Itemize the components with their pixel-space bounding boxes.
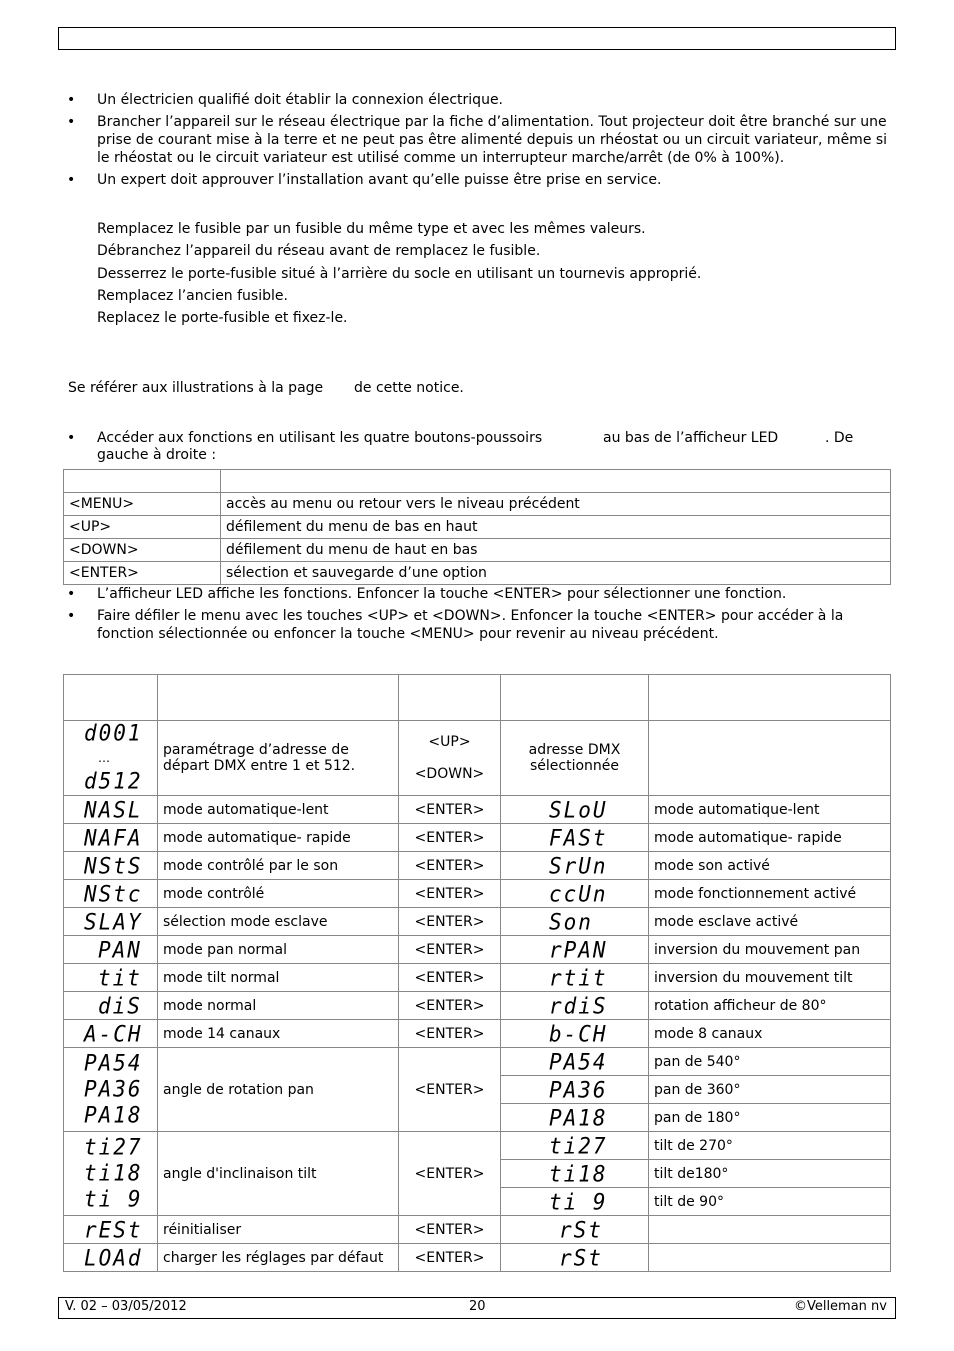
table-cell: <UP> [64, 516, 221, 539]
table-cell: mode automatique- rapide [158, 824, 399, 852]
table-cell [501, 1104, 649, 1132]
table-cell [64, 1244, 158, 1272]
table-cell [64, 796, 158, 824]
fuse-step: Débranchez l’appareil du réseau avant de remplacez le fusible. [97, 243, 541, 259]
table-cell: <ENTER> [64, 562, 221, 585]
table-cell: mode fonctionnement activé [649, 880, 891, 908]
led-display: PA54 [84, 1049, 143, 1076]
led-display: FASt [549, 824, 608, 851]
table-cell: <ENTER> [399, 992, 501, 1020]
table-row [64, 936, 891, 964]
table-cell [221, 470, 891, 493]
led-display: rESt [84, 1216, 143, 1243]
led-display: d512 [84, 768, 143, 794]
led-display: SLAY [84, 908, 143, 935]
table-cell: mode tilt normal [158, 964, 399, 992]
table-cell: mode contrôlé [158, 880, 399, 908]
table-cell: adresse DMX sélectionnée [501, 721, 649, 796]
access-text-4: gauche à droite : [97, 447, 217, 463]
table-row [64, 562, 891, 585]
table-cell: sélection mode esclave [158, 908, 399, 936]
table-cell [501, 1244, 649, 1272]
table-cell: mode 14 canaux [158, 1020, 399, 1048]
led-display: rSt [559, 1216, 603, 1243]
table-cell: charger les réglages par défaut [158, 1244, 399, 1272]
table-cell: pan de 540° [649, 1048, 891, 1076]
list-item: • Brancher l’appareil sur le réseau électrique par la fiche d’alimentation. Tout projecteur doit être branché sur une prise de courant mise à la terre et ne peut pas être alimenté depuis un rhéostat ou un circuit variateur, même si le rhéostat ou le circuit variateur est utilisé comme un interrupteur marche/arrêt (de 0% à 100%). [67, 114, 888, 166]
led-display: b-CH [549, 1020, 608, 1047]
table-cell [501, 908, 649, 936]
table-cell: <ENTER> [399, 796, 501, 824]
table-cell [64, 1216, 158, 1244]
table-cell [501, 964, 649, 992]
led-display: NAFA [84, 824, 143, 851]
fuse-step: Remplacez l’ancien fusible. [97, 288, 288, 304]
table-cell [501, 852, 649, 880]
table-cell: <ENTER> [399, 1244, 501, 1272]
table-cell [501, 1216, 649, 1244]
table-cell [64, 852, 158, 880]
led-display: ti18 [84, 1159, 143, 1186]
fuse-step: Desserrez le porte-fusible situé à l’arrière du socle en utilisant un tournevis approprié. [97, 266, 702, 282]
table-cell: <ENTER> [399, 1048, 501, 1132]
table-cell: tilt de 270° [649, 1132, 891, 1160]
table-cell: mode pan normal [158, 936, 399, 964]
table-cell: <ENTER> [399, 964, 501, 992]
table-cell: pan de 360° [649, 1076, 891, 1104]
list-item: • L’afficheur LED affiche les fonctions. Enfoncer la touche <ENTER> pour sélectionner une fonction. [67, 586, 787, 602]
led-display: tit [98, 964, 142, 991]
table-cell [64, 992, 158, 1020]
led-display: rPAN [549, 936, 608, 963]
table-cell [64, 908, 158, 936]
fuse-step: Replacez le porte-fusible et fixez-le. [97, 310, 348, 326]
table-cell: <ENTER> [399, 1020, 501, 1048]
table-cell: mode contrôlé par le son [158, 852, 399, 880]
table-cell [158, 675, 399, 721]
table-cell [64, 936, 158, 964]
table-cell: réinitialiser [158, 1216, 399, 1244]
table-cell [501, 1188, 649, 1216]
led-display: ti 9 [84, 1185, 143, 1212]
led-display: ccUn [549, 880, 608, 907]
table-cell: <ENTER> [399, 880, 501, 908]
led-display: PA18 [549, 1104, 608, 1131]
table-header-row [64, 675, 891, 721]
led-display: NStc [84, 880, 143, 907]
table-cell: tilt de 90° [649, 1188, 891, 1216]
table-cell [64, 880, 158, 908]
table-cell: accès au menu ou retour vers le niveau précédent [221, 493, 891, 516]
table-cell [649, 675, 891, 721]
table-cell [501, 1048, 649, 1076]
table-cell [649, 1216, 891, 1244]
table-cell [501, 880, 649, 908]
page-header-box [58, 27, 896, 50]
table-cell: paramétrage d’adresse de départ DMX entre 1 et 512. [158, 721, 399, 796]
table-cell [649, 1244, 891, 1272]
led-display: NStS [84, 852, 143, 879]
table-cell: <ENTER> [399, 936, 501, 964]
table-cell: défilement du menu de bas en haut [221, 516, 891, 539]
buttons-table [63, 469, 891, 585]
table-row [64, 1244, 891, 1272]
table-cell [64, 824, 158, 852]
table-cell: <ENTER> [399, 1132, 501, 1216]
table-cell: <ENTER> [399, 1216, 501, 1244]
table-cell: <ENTER> [399, 852, 501, 880]
table-row [64, 493, 891, 516]
table-row [64, 824, 891, 852]
table-cell [501, 992, 649, 1020]
table-row [64, 721, 891, 796]
table-cell: <ENTER> [399, 824, 501, 852]
led-display: SLoU [549, 796, 608, 823]
table-row [64, 1020, 891, 1048]
table-row [64, 516, 891, 539]
table-cell: <DOWN> [64, 539, 221, 562]
led-display: PA54 [549, 1048, 608, 1075]
led-display: ti18 [549, 1160, 608, 1187]
table-cell [501, 1132, 649, 1160]
led-display: rSt [559, 1244, 603, 1271]
table-cell [501, 1020, 649, 1048]
list-item: • Un électricien qualifié doit établir la connexion électrique. [67, 92, 504, 108]
table-row [64, 1132, 891, 1160]
table-cell: mode normal [158, 992, 399, 1020]
fuse-step: Remplacez le fusible par un fusible du même type et avec les mêmes valeurs. [97, 221, 646, 237]
table-row [64, 964, 891, 992]
footer-version: V. 02 – 03/05/2012 [65, 1299, 187, 1314]
table-cell [501, 1076, 649, 1104]
table-cell [501, 796, 649, 824]
table-cell [501, 824, 649, 852]
table-cell: rotation afficheur de 80° [649, 992, 891, 1020]
table-cell [501, 675, 649, 721]
led-display: ti 9 [549, 1188, 608, 1215]
led-display: PAN [98, 936, 142, 963]
list-item: • Un expert doit approuver l’installation avant qu’elle puisse être prise en service. [67, 172, 662, 188]
table-cell: sélection et sauvegarde d’une option [221, 562, 891, 585]
page-footer [58, 1297, 896, 1319]
led-display: LOAd [84, 1244, 143, 1271]
table-row [64, 992, 891, 1020]
led-display: A-CH [84, 1020, 143, 1047]
refer-text-2: de cette notice. [354, 380, 464, 396]
table-row [64, 852, 891, 880]
table-row [64, 539, 891, 562]
table-cell: mode 8 canaux [649, 1020, 891, 1048]
table-cell: mode esclave activé [649, 908, 891, 936]
bullet-dot: • [67, 430, 76, 446]
table-cell: d001 … d512 [64, 721, 158, 796]
table-cell: défilement du menu de haut en bas [221, 539, 891, 562]
table-row [64, 1216, 891, 1244]
footer-brand: ©Velleman nv [793, 1299, 887, 1314]
led-display: PA36 [84, 1075, 143, 1102]
led-display: diS [98, 992, 142, 1019]
table-cell: tilt de180° [649, 1160, 891, 1188]
footer-page-number: 20 [469, 1299, 486, 1314]
table-row [64, 796, 891, 824]
led-display: ti27 [84, 1133, 143, 1160]
display-bullets [63, 585, 893, 647]
table-cell: mode automatique-lent [649, 796, 891, 824]
table-cell: <ENTER> [399, 908, 501, 936]
table-cell: inversion du mouvement pan [649, 936, 891, 964]
table-cell [501, 1160, 649, 1188]
led-display: ti27 [549, 1132, 608, 1159]
access-text-3: . De [825, 430, 854, 446]
table-cell [64, 1048, 158, 1132]
table-cell: mode automatique-lent [158, 796, 399, 824]
table-cell: <MENU> [64, 493, 221, 516]
table-cell [64, 470, 221, 493]
table-cell: pan de 180° [649, 1104, 891, 1132]
table-row [64, 880, 891, 908]
led-display: SrUn [549, 852, 608, 879]
led-display: rtit [549, 964, 608, 991]
table-cell [501, 936, 649, 964]
menu-table [63, 674, 891, 1272]
table-cell: angle de rotation pan [158, 1048, 399, 1132]
list-item: • Faire défiler le menu avec les touches <UP> et <DOWN>. Enfoncer la touche <ENTER> pour accéder à la fonction sélectionnée ou enfoncer la touche <MENU> pour revenir au niveau précédent. [67, 608, 844, 642]
table-row [64, 1048, 891, 1076]
table-cell [64, 1132, 158, 1216]
led-display: NASL [84, 796, 143, 823]
refer-text-1: Se référer aux illustrations à la page [68, 380, 324, 396]
led-display: Son [549, 908, 593, 935]
access-text-1: Accéder aux fonctions en utilisant les quatre boutons-poussoirs [97, 430, 543, 446]
table-cell [649, 721, 891, 796]
led-display: rdiS [549, 992, 608, 1019]
table-cell: inversion du mouvement tilt [649, 964, 891, 992]
table-cell: angle d'inclinaison tilt [158, 1132, 399, 1216]
access-text-2: au bas de l’afficheur LED [603, 430, 779, 446]
table-cell: mode son activé [649, 852, 891, 880]
table-header-row [64, 470, 891, 493]
table-cell: <UP> <DOWN> [399, 721, 501, 796]
led-display: d001 [84, 720, 143, 746]
led-display: PA18 [84, 1101, 143, 1128]
table-cell [64, 964, 158, 992]
table-cell [64, 1020, 158, 1048]
electrical-bullets [63, 91, 893, 193]
table-cell [64, 675, 158, 721]
led-display: PA36 [549, 1076, 608, 1103]
table-cell [399, 675, 501, 721]
table-cell: mode automatique- rapide [649, 824, 891, 852]
table-row [64, 908, 891, 936]
